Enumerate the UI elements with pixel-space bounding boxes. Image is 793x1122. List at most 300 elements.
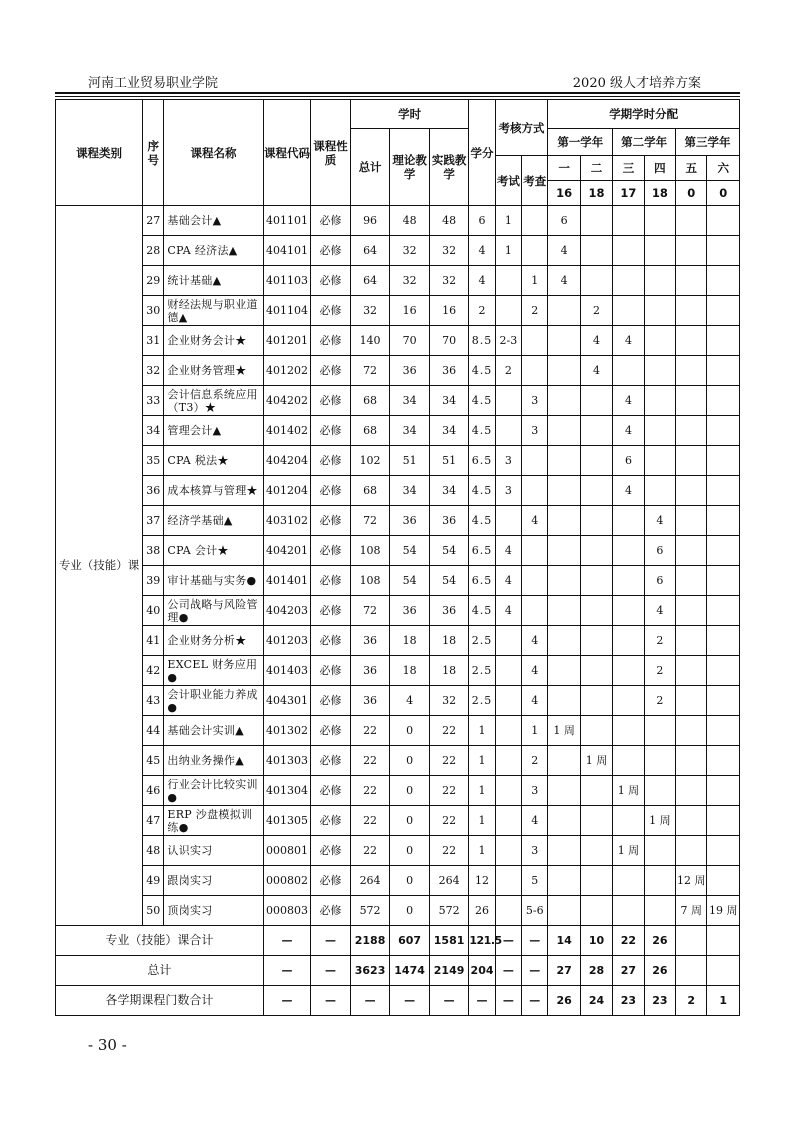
table-row <box>56 746 740 776</box>
cell-s5 <box>676 776 707 806</box>
summary-cell-nature: — <box>311 986 351 1016</box>
cell-practice: 36 <box>429 356 469 386</box>
cell-s1 <box>548 836 580 866</box>
cell-total: 264 <box>350 866 390 896</box>
cell-credits: 4.5 <box>469 416 495 446</box>
summary-cell-s2: 24 <box>580 986 612 1016</box>
summary-cell-code: — <box>263 926 311 956</box>
summary-cell-s1: 27 <box>548 956 580 986</box>
cell-s3: 4 <box>613 326 644 356</box>
cell-exam <box>495 386 521 416</box>
cell-exam: 3 <box>495 476 521 506</box>
cell-seq: 47 <box>143 806 164 836</box>
cell-credits: 4 <box>469 266 495 296</box>
cell-code: 401402 <box>263 416 311 446</box>
cell-s3 <box>613 536 644 566</box>
cell-nature: 必修 <box>311 866 351 896</box>
cell-nature: 必修 <box>311 266 351 296</box>
cell-credits: 4.5 <box>469 476 495 506</box>
cell-s1 <box>548 656 580 686</box>
summary-cell-s5 <box>676 956 707 986</box>
cell-s6 <box>707 536 740 566</box>
table-row <box>56 896 740 926</box>
cell-total: 108 <box>350 536 390 566</box>
cell-s4 <box>644 896 675 926</box>
cell-theory: 36 <box>390 356 430 386</box>
cell-s4 <box>644 476 675 506</box>
cell-theory: 0 <box>390 896 430 926</box>
cell-practice: 36 <box>429 506 469 536</box>
cell-credits: 1 <box>469 836 495 866</box>
cell-name: 成本核算与管理★ <box>164 476 263 506</box>
cell-practice: 572 <box>429 896 469 926</box>
table-row <box>56 416 740 446</box>
cell-s2 <box>580 806 612 836</box>
cell-exam <box>495 416 521 446</box>
table-row <box>56 356 740 386</box>
cell-s3: 1 周 <box>613 776 644 806</box>
cell-practice: 22 <box>429 806 469 836</box>
cell-nature: 必修 <box>311 896 351 926</box>
cell-s2 <box>580 776 612 806</box>
header-school-name: 河南工业贸易职业学院 <box>88 76 219 91</box>
cell-seq: 32 <box>143 356 164 386</box>
summary-cell-code: — <box>263 986 311 1016</box>
cell-seq: 36 <box>143 476 164 506</box>
cell-s6 <box>707 416 740 446</box>
cell-name: 经济学基础▲ <box>164 506 263 536</box>
cell-s5 <box>676 656 707 686</box>
cell-nature: 必修 <box>311 356 351 386</box>
col-header-total: 总计 <box>350 129 390 206</box>
cell-s4: 2 <box>644 626 675 656</box>
cell-s3 <box>613 716 644 746</box>
cell-credits: 2.5 <box>469 686 495 716</box>
header-rule-thin <box>55 96 740 97</box>
cell-credits: 8.5 <box>469 326 495 356</box>
cell-exam <box>495 296 521 326</box>
cell-s3: 4 <box>613 386 644 416</box>
cell-practice: 48 <box>429 206 469 236</box>
summary-cell-s1: 14 <box>548 926 580 956</box>
summary-cell-s5 <box>676 926 707 956</box>
table-row <box>56 596 740 626</box>
cell-s3 <box>613 596 644 626</box>
cell-nature: 必修 <box>311 536 351 566</box>
category-cell: 专业（技能）课 <box>56 206 143 926</box>
cell-name: 跟岗实习 <box>164 866 263 896</box>
cell-total: 36 <box>350 626 390 656</box>
cell-s5 <box>676 836 707 866</box>
cell-name: 统计基础▲ <box>164 266 263 296</box>
cell-s6 <box>707 596 740 626</box>
cell-check <box>522 476 548 506</box>
cell-s6 <box>707 506 740 536</box>
cell-nature: 必修 <box>311 746 351 776</box>
cell-total: 36 <box>350 656 390 686</box>
cell-total: 22 <box>350 776 390 806</box>
cell-name: 基础会计实训▲ <box>164 716 263 746</box>
cell-s4 <box>644 296 675 326</box>
cell-name: 企业财务分析★ <box>164 626 263 656</box>
cell-theory: 0 <box>390 776 430 806</box>
cell-credits: 2 <box>469 296 495 326</box>
cell-total: 140 <box>350 326 390 356</box>
cell-check <box>522 566 548 596</box>
cell-s5 <box>676 686 707 716</box>
cell-seq: 28 <box>143 236 164 266</box>
cell-s6 <box>707 836 740 866</box>
cell-s6 <box>707 356 740 386</box>
cell-name: 认识实习 <box>164 836 263 866</box>
summary-cell-exam: — <box>495 926 521 956</box>
cell-s3 <box>613 506 644 536</box>
cell-theory: 34 <box>390 386 430 416</box>
cell-s3: 6 <box>613 446 644 476</box>
cell-credits: 2.5 <box>469 626 495 656</box>
cell-code: 404204 <box>263 446 311 476</box>
cell-nature: 必修 <box>311 836 351 866</box>
cell-practice: 54 <box>429 566 469 596</box>
cell-s3 <box>613 896 644 926</box>
cell-theory: 48 <box>390 206 430 236</box>
cell-s5 <box>676 626 707 656</box>
cell-exam <box>495 626 521 656</box>
cell-exam <box>495 716 521 746</box>
cell-seq: 48 <box>143 836 164 866</box>
cell-s4 <box>644 266 675 296</box>
cell-exam <box>495 836 521 866</box>
cell-s6 <box>707 656 740 686</box>
summary-cell-check: — <box>522 926 548 956</box>
cell-check: 2 <box>522 296 548 326</box>
cell-nature: 必修 <box>311 806 351 836</box>
table-row <box>56 776 740 806</box>
cell-s2: 2 <box>580 296 612 326</box>
cell-credits: 1 <box>469 746 495 776</box>
cell-credits: 1 <box>469 776 495 806</box>
cell-credits: 4.5 <box>469 356 495 386</box>
cell-s3 <box>613 746 644 776</box>
cell-s4: 1 周 <box>644 806 675 836</box>
table-row <box>56 686 740 716</box>
cell-seq: 38 <box>143 536 164 566</box>
cell-practice: 16 <box>429 296 469 326</box>
cell-total: 22 <box>350 836 390 866</box>
cell-s2 <box>580 446 612 476</box>
cell-total: 68 <box>350 386 390 416</box>
cell-code: 401303 <box>263 746 311 776</box>
col-header-weeks2: 18 <box>580 181 612 206</box>
summary-cell-s4: 26 <box>644 926 675 956</box>
col-header-weeks4: 18 <box>644 181 675 206</box>
cell-seq: 39 <box>143 566 164 596</box>
cell-s3 <box>613 266 644 296</box>
cell-seq: 49 <box>143 866 164 896</box>
cell-theory: 0 <box>390 746 430 776</box>
cell-s3 <box>613 206 644 236</box>
cell-s2 <box>580 686 612 716</box>
table-row <box>56 446 740 476</box>
cell-code: 404101 <box>263 236 311 266</box>
cell-seq: 46 <box>143 776 164 806</box>
cell-s1 <box>548 446 580 476</box>
cell-s4 <box>644 776 675 806</box>
cell-s2 <box>580 596 612 626</box>
summary-cell-s4: 26 <box>644 956 675 986</box>
summary-cell-exam: — <box>495 956 521 986</box>
cell-credits: 6.5 <box>469 446 495 476</box>
cell-s4: 6 <box>644 536 675 566</box>
cell-theory: 18 <box>390 656 430 686</box>
cell-s3 <box>613 806 644 836</box>
cell-check <box>522 356 548 386</box>
cell-s5 <box>676 506 707 536</box>
cell-nature: 必修 <box>311 296 351 326</box>
cell-theory: 70 <box>390 326 430 356</box>
col-header-weeks3: 17 <box>613 181 644 206</box>
col-header-assess: 考核方式 <box>495 100 548 156</box>
col-header-weeks6: 0 <box>707 181 740 206</box>
cell-s1 <box>548 776 580 806</box>
cell-code: 401202 <box>263 356 311 386</box>
cell-s2 <box>580 386 612 416</box>
cell-total: 68 <box>350 416 390 446</box>
cell-s5 <box>676 326 707 356</box>
header-rule <box>55 92 740 94</box>
cell-seq: 33 <box>143 386 164 416</box>
table-row <box>56 236 740 266</box>
cell-name: 企业财务管理★ <box>164 356 263 386</box>
cell-practice: 22 <box>429 836 469 866</box>
summary-cell-s3: 23 <box>613 986 644 1016</box>
cell-s1 <box>548 536 580 566</box>
cell-check: 3 <box>522 416 548 446</box>
cell-practice: 32 <box>429 686 469 716</box>
cell-check <box>522 206 548 236</box>
cell-practice: 34 <box>429 416 469 446</box>
col-header-category: 课程类别 <box>56 100 143 206</box>
col-header-sem5: 五 <box>676 156 707 181</box>
cell-check <box>522 236 548 266</box>
cell-practice: 264 <box>429 866 469 896</box>
cell-s6 <box>707 476 740 506</box>
cell-name: 基础会计▲ <box>164 206 263 236</box>
cell-name: 出纳业务操作▲ <box>164 746 263 776</box>
cell-s6 <box>707 716 740 746</box>
cell-s3 <box>613 236 644 266</box>
cell-total: 68 <box>350 476 390 506</box>
summary-cell-nature: — <box>311 926 351 956</box>
cell-exam <box>495 866 521 896</box>
cell-name: CPA 经济法▲ <box>164 236 263 266</box>
cell-theory: 32 <box>390 236 430 266</box>
cell-s6 <box>707 266 740 296</box>
cell-check: 4 <box>522 686 548 716</box>
cell-code: 401401 <box>263 566 311 596</box>
cell-theory: 54 <box>390 566 430 596</box>
cell-s1 <box>548 416 580 446</box>
cell-code: 401104 <box>263 296 311 326</box>
cell-exam <box>495 896 521 926</box>
table-row <box>56 476 740 506</box>
cell-s1 <box>548 506 580 536</box>
cell-s6 <box>707 326 740 356</box>
cell-s1 <box>548 296 580 326</box>
cell-credits: 6 <box>469 206 495 236</box>
cell-theory: 36 <box>390 506 430 536</box>
summary-cell-s1: 26 <box>548 986 580 1016</box>
cell-code: 401304 <box>263 776 311 806</box>
cell-code: 000802 <box>263 866 311 896</box>
cell-s1 <box>548 626 580 656</box>
cell-s5: 7 周 <box>676 896 707 926</box>
cell-code: 404203 <box>263 596 311 626</box>
cell-code: 000803 <box>263 896 311 926</box>
cell-seq: 50 <box>143 896 164 926</box>
cell-s6 <box>707 776 740 806</box>
cell-seq: 37 <box>143 506 164 536</box>
cell-seq: 30 <box>143 296 164 326</box>
col-header-exam: 考试 <box>495 156 521 206</box>
cell-s4: 4 <box>644 506 675 536</box>
summary-row <box>56 986 740 1016</box>
cell-check <box>522 596 548 626</box>
cell-practice: 18 <box>429 626 469 656</box>
cell-s4 <box>644 356 675 386</box>
summary-cell-practice: 2149 <box>429 956 469 986</box>
cell-exam: 1 <box>495 236 521 266</box>
cell-s2 <box>580 416 612 446</box>
col-header-weeks1: 16 <box>548 181 580 206</box>
cell-s3 <box>613 626 644 656</box>
cell-s5 <box>676 806 707 836</box>
cell-theory: 0 <box>390 866 430 896</box>
cell-theory: 34 <box>390 476 430 506</box>
cell-practice: 32 <box>429 266 469 296</box>
cell-s2 <box>580 206 612 236</box>
cell-nature: 必修 <box>311 386 351 416</box>
table-row <box>56 626 740 656</box>
cell-practice: 32 <box>429 236 469 266</box>
col-header-distribution: 学期学时分配 <box>548 100 740 129</box>
cell-seq: 31 <box>143 326 164 356</box>
cell-s2 <box>580 536 612 566</box>
col-header-name: 课程名称 <box>164 100 263 206</box>
cell-code: 401101 <box>263 206 311 236</box>
cell-name: ERP 沙盘模拟训练● <box>164 806 263 836</box>
cell-s4 <box>644 716 675 746</box>
table-row <box>56 206 740 236</box>
cell-exam: 1 <box>495 206 521 236</box>
cell-s5 <box>676 536 707 566</box>
col-header-seq: 序号 <box>143 100 164 206</box>
cell-seq: 35 <box>143 446 164 476</box>
cell-s4 <box>644 416 675 446</box>
cell-s1: 4 <box>548 236 580 266</box>
cell-s5 <box>676 296 707 326</box>
summary-cell-theory: 607 <box>390 926 430 956</box>
cell-nature: 必修 <box>311 236 351 266</box>
summary-cell-s6 <box>707 956 740 986</box>
col-header-check: 考查 <box>522 156 548 206</box>
cell-name: 顶岗实习 <box>164 896 263 926</box>
cell-exam: 4 <box>495 536 521 566</box>
cell-s5 <box>676 446 707 476</box>
cell-s1 <box>548 866 580 896</box>
cell-theory: 34 <box>390 416 430 446</box>
cell-seq: 27 <box>143 206 164 236</box>
cell-name: EXCEL 财务应用● <box>164 656 263 686</box>
cell-s5 <box>676 386 707 416</box>
summary-cell-nature: — <box>311 956 351 986</box>
cell-code: 401201 <box>263 326 311 356</box>
cell-code: 401305 <box>263 806 311 836</box>
course-rows <box>56 206 740 926</box>
cell-s1 <box>548 746 580 776</box>
summary-row <box>56 956 740 986</box>
cell-credits: 2.5 <box>469 656 495 686</box>
cell-total: 72 <box>350 356 390 386</box>
cell-s5 <box>676 236 707 266</box>
summary-label: 总计 <box>56 956 264 986</box>
cell-total: 572 <box>350 896 390 926</box>
cell-theory: 0 <box>390 716 430 746</box>
cell-s4: 2 <box>644 686 675 716</box>
cell-s6 <box>707 236 740 266</box>
cell-s3: 4 <box>613 416 644 446</box>
cell-code: 403102 <box>263 506 311 536</box>
cell-total: 22 <box>350 716 390 746</box>
cell-credits: 4.5 <box>469 596 495 626</box>
cell-s6 <box>707 386 740 416</box>
table-row <box>56 656 740 686</box>
cell-code: 401203 <box>263 626 311 656</box>
summary-cell-exam: — <box>495 986 521 1016</box>
cell-practice: 34 <box>429 386 469 416</box>
cell-check <box>522 446 548 476</box>
cell-seq: 29 <box>143 266 164 296</box>
cell-s5 <box>676 206 707 236</box>
cell-s6 <box>707 686 740 716</box>
cell-theory: 18 <box>390 626 430 656</box>
cell-s5 <box>676 476 707 506</box>
cell-nature: 必修 <box>311 416 351 446</box>
summary-cell-s3: 27 <box>613 956 644 986</box>
cell-name: 会计信息系统应用（T3）★ <box>164 386 263 416</box>
cell-exam <box>495 746 521 776</box>
cell-s6 <box>707 296 740 326</box>
cell-seq: 43 <box>143 686 164 716</box>
cell-check: 3 <box>522 386 548 416</box>
cell-exam <box>495 686 521 716</box>
summary-cell-credits: 121.5 <box>469 926 495 956</box>
cell-exam <box>495 506 521 536</box>
cell-s3 <box>613 566 644 596</box>
cell-theory: 4 <box>390 686 430 716</box>
cell-practice: 51 <box>429 446 469 476</box>
cell-name: 会计职业能力养成● <box>164 686 263 716</box>
page-number: - 30 - <box>88 1036 127 1054</box>
cell-practice: 22 <box>429 746 469 776</box>
cell-s5 <box>676 356 707 386</box>
cell-s3 <box>613 686 644 716</box>
col-header-theory: 理论教学 <box>390 129 430 206</box>
col-header-practice: 实践教学 <box>429 129 469 206</box>
cell-s3: 4 <box>613 476 644 506</box>
cell-s5 <box>676 746 707 776</box>
cell-check: 1 <box>522 716 548 746</box>
